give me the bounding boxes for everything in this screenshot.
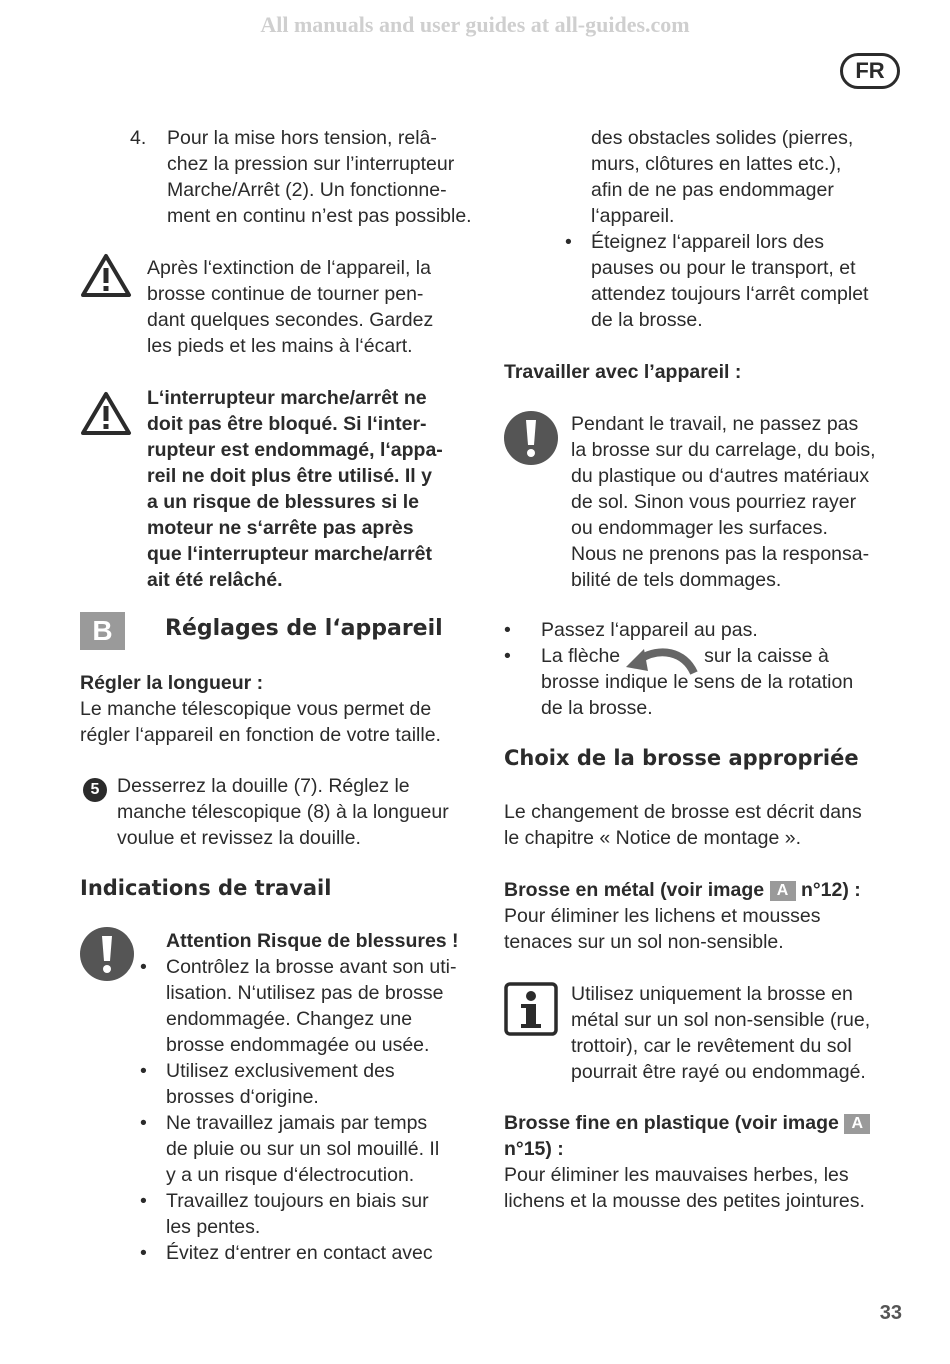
text-line: les pentes. [166,1216,261,1238]
step-4-text [130,125,490,229]
text-line: Marche/Arrêt (2). Un fonctionne- [167,179,447,201]
text-line: Travaillez toujours en biais sur [166,1190,429,1212]
image-ref-badge: A [844,1114,870,1134]
text-line: Le manche télescopique vous permet de [80,698,432,720]
plastic-brush-section [504,1110,914,1214]
text-line: les pieds et les mains à l‘écart. [147,335,413,357]
length-heading: Régler la longueur : [80,672,264,694]
text-line: brosse continue de tourner pen- [147,283,424,305]
bullet: • [140,1190,147,1212]
bullet: • [504,645,511,667]
text-line: Contrôlez la brosse avant son uti- [166,956,457,978]
step-5-badge: 5 [83,778,107,802]
step-4 [130,125,490,229]
text-line: le chapitre « Notice de montage ». [504,827,802,849]
text-line: de sol. Sinon vous pourriez rayer [571,491,857,513]
caution-exclamation-icon [80,927,134,981]
section-title-indications: Indications de travail [80,876,332,900]
text-line: Après l‘extinction de l‘appareil, la [147,257,431,279]
list-item [504,643,904,721]
page-number: 33 [879,1302,902,1324]
info-note [571,981,916,1085]
warning-note-2 [147,385,487,593]
step-5-text [117,773,487,851]
safety-list [140,928,490,1266]
metal-brush-heading [504,877,914,903]
text-line: n°15) : [504,1138,564,1160]
change-text [504,799,914,851]
text-line: Ne travaillez jamais par temps [166,1112,428,1134]
text-line: doit pas être bloqué. Si l‘inter- [147,413,427,435]
step-4-number: 4. [130,127,147,149]
section-title-choix: Choix de la brosse appropriée [504,746,859,770]
text-line: ment en continu n’est pas possible. [167,205,472,227]
text-line: que l‘interrupteur marche/arrêt [147,543,432,565]
caution-exclamation-icon [504,411,558,465]
text-line: Évitez d‘entrer en contact avec [166,1242,433,1264]
image-ref-badge: A [770,881,796,901]
text-line: régler l‘appareil en fonction de votre taille. [80,724,441,746]
text-line: trottoir), car le revêtement du sol [571,1035,852,1057]
text-line: des obstacles solides (pierres, [591,127,854,149]
rotation-arrow-icon [620,643,704,669]
list-item [140,1110,490,1188]
list-item [504,617,904,643]
text-line: Le changement de brosse est décrit dans [504,801,862,823]
text-line: de la brosse. [591,309,703,331]
bullet: • [504,619,511,641]
metal-brush-section [504,877,914,955]
arrow-line [541,643,904,669]
text-line: L‘interrupteur marche/arrêt ne [147,387,427,409]
warning-triangle-icon [80,252,132,298]
text-fragment: sur la caisse à [704,645,829,667]
text-line: Pour éliminer les mauvaises herbes, les [504,1164,849,1186]
text-line: voulue et revissez la douille. [117,827,361,849]
text-fragment: Brosse fine en plastique (voir image [504,1112,839,1134]
text-line: Desserrez la douille (7). Réglez le [117,775,410,797]
warning-triangle-icon [80,390,132,436]
list-item [140,1058,490,1110]
text-line: la brosse sur du carrelage, du bois, [571,439,876,461]
text-line: Nous ne prenons pas la responsa- [571,543,870,565]
text-fragment: La flèche [541,645,621,667]
list-item [140,1240,490,1266]
bullet-continuation [591,125,911,229]
text-line: métal sur un sol non-sensible (rue, [571,1009,871,1031]
list-item [140,1188,490,1240]
text-line: chez la pression sur l’interrupteur [167,153,455,175]
list-item [565,229,910,333]
text-line: manche télescopique (8) à la longueur [117,801,449,823]
warning-note-1 [147,255,487,359]
text-line: brosse endommagée ou usée. [166,1034,430,1056]
attention-heading: Attention Risque de blessures ! [166,930,459,952]
text-line: brosses d‘origine. [166,1086,319,1108]
text-line: pourrait être rayé ou endommagé. [571,1061,866,1083]
section-title-reglages: Réglages de l‘appareil [165,616,443,641]
text-line: dant quelques secondes. Gardez [147,309,434,331]
text-line: Utilisez uniquement la brosse en [571,983,853,1005]
text-line: brosse indique le sens de la rotation [541,671,854,693]
text-line: Pour éliminer les lichens et mousses [504,905,821,927]
watermark: All manuals and user guides at all-guides.com [260,12,690,37]
text-line: reil ne doit plus être utilisé. Il y [147,465,432,487]
work-heading: Travailler avec l’appareil : [504,361,742,383]
length-section [80,670,490,748]
bullet: • [140,1242,147,1264]
caution-note [571,411,916,593]
language-badge: FR [840,53,900,89]
bullet: • [140,1060,147,1082]
text-line: pauses ou pour le transport, et [591,257,856,279]
text-line: lichens et la mousse des petites jointures. [504,1190,865,1212]
text-line: lisation. N‘utilisez pas de brosse [166,982,444,1004]
text-line: de la brosse. [541,697,653,719]
text-line: ait été relâché. [147,569,283,591]
text-line: Pendant le travail, ne passez pas [571,413,859,435]
text-line: l‘appareil. [591,205,675,227]
text-line: murs, clôtures en lattes etc.), [591,153,842,175]
bullet: • [565,231,572,253]
text-line: Éteignez l‘appareil lors des [591,231,825,253]
text-line: endommagée. Changez une [166,1008,413,1030]
plastic-brush-heading [504,1110,914,1136]
text-line: moteur ne s‘arrête pas après [147,517,414,539]
text-line: Pour la mise hors tension, relâ- [167,127,437,149]
text-line: y a un risque d‘électrocution. [166,1164,415,1186]
text-line: ou endommager les surfaces. [571,517,828,539]
text-line: bilité de tels dommages. [571,569,782,591]
text-line: Passez l‘appareil au pas. [541,619,758,641]
list-item [140,954,490,1058]
text-line: attendez toujours l‘arrêt complet [591,283,869,305]
text-line: afin de ne pas endommager [591,179,834,201]
section-b-badge: B [80,612,125,650]
text-line: de pluie ou sur un sol mouillé. Il [166,1138,440,1160]
bullet: • [140,1112,147,1134]
info-icon [504,982,558,1036]
bullet: • [140,956,147,978]
text-line: rupteur est endommagé, l‘appa- [147,439,443,461]
text-line: a un risque de blessures si le [147,491,420,513]
text-line: tenaces sur un sol non-sensible. [504,931,784,953]
text-line: Utilisez exclusivement des [166,1060,395,1082]
text-line: du plastique ou d‘autres matériaux [571,465,870,487]
text-fragment: n°12) : [800,879,861,901]
text-fragment: Brosse en métal (voir image [504,879,765,901]
